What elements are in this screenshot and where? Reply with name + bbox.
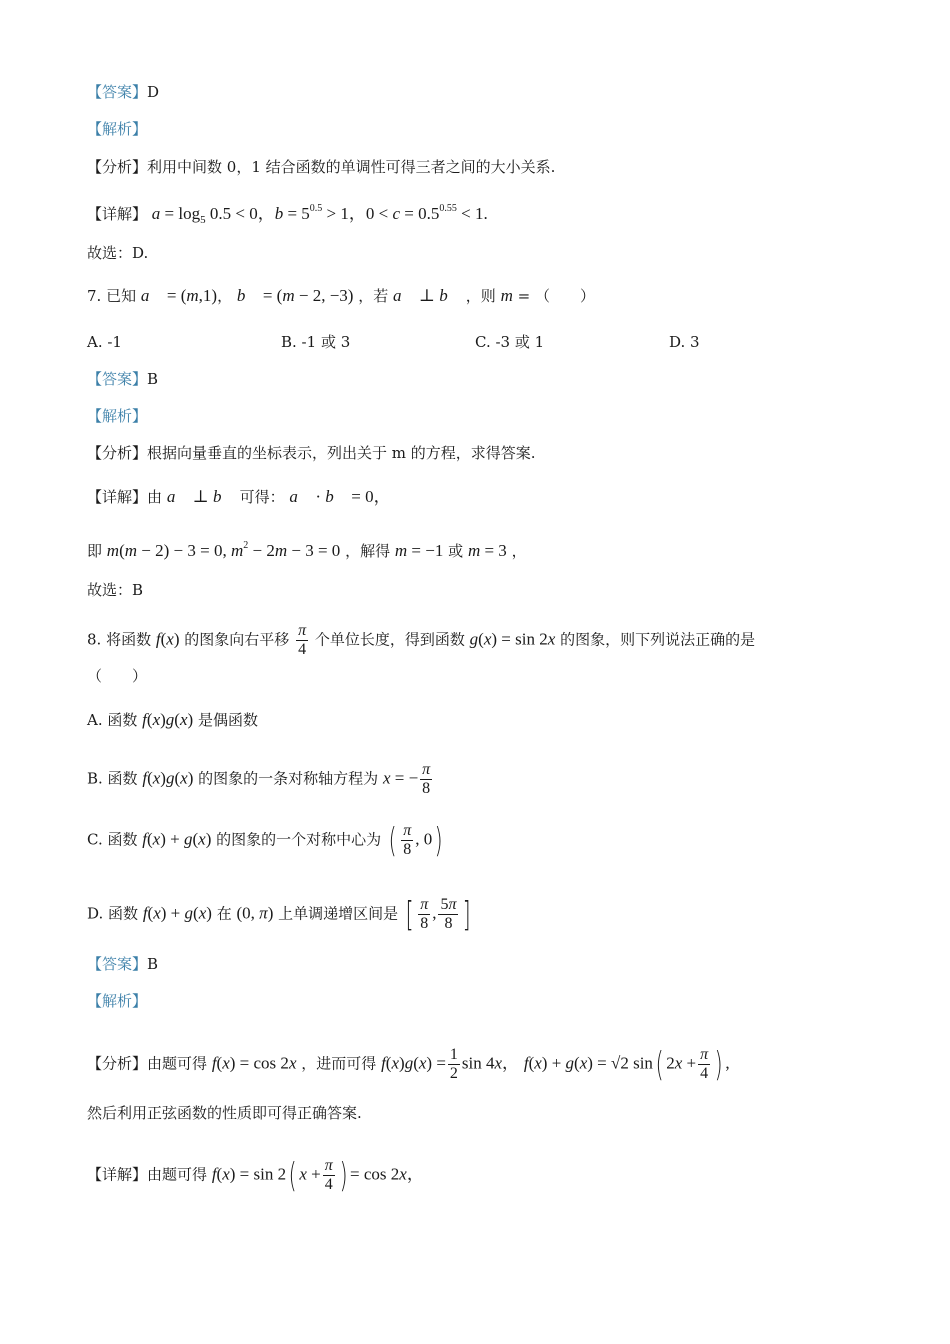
math-expression: f(x) = sin 2 — [211, 1164, 287, 1184]
math-expression: x = − — [382, 768, 419, 788]
math-expression: f(x) + g(x) — [142, 829, 212, 849]
math-expression: a⃗ = (m,1) — [140, 286, 218, 305]
math-fraction: $\frac{\pi}{4}$ — [324, 1157, 333, 1193]
math-expression: (0, π) — [236, 903, 274, 923]
option-label: C. 函数 — [87, 830, 138, 849]
math-expression: f(x) + g(x) — [142, 903, 212, 923]
detail-text: 即 — [87, 542, 103, 560]
q7-analysis-line — [87, 406, 147, 426]
detail-text: 可得： — [239, 488, 285, 506]
q7-conclusion — [87, 580, 143, 600]
stem-text: ，则 — [465, 287, 496, 305]
math-fraction: $\frac{\pi}{4}$ — [700, 1046, 709, 1082]
q7-option-d: D. 3 — [669, 333, 700, 351]
q7-fenxi-line — [87, 443, 536, 463]
analysis-tag: 【解析】 — [87, 120, 148, 138]
stem-text: 的图象向右平移 — [184, 630, 290, 649]
q8-option-c: C. 函数 f(x) + g(x) 的图象的一个对称中心为 ( $\frac{\pi}{8}$ , 0) — [87, 820, 443, 861]
q7-option-b: B. -1 或 3 — [281, 333, 351, 351]
math-fraction: $\frac{\pi}{4}$ — [298, 622, 307, 658]
stem-text: 的图象，则下列说法正确的是 — [560, 630, 756, 649]
q8-detail-line: 【详解】由题可得 f(x) = sin 2( x + $\frac{\pi}{4}$ ) = cos 2x， — [87, 1155, 424, 1196]
math-expression: f(x)g(x) — [142, 768, 194, 788]
q8-option-b — [87, 761, 434, 798]
math-expression: m — [500, 286, 513, 305]
fenxi-text: 利用中间数 0，1 结合函数的单调性可得三者之间的大小关系. — [147, 158, 556, 176]
q7-solve-line: 即 m(m − 2) − 3 = 0, $m^2 - 2m - 3 = 0$ ，解得 m = −1 或 m = 3 ， — [87, 540, 527, 560]
conclusion-text: 故选：D. — [87, 244, 149, 262]
math-expression: m = −1 — [394, 541, 444, 560]
fenxi-text: 根据向量垂直的坐标表示，列出关于 m 的方程，求得答案. — [147, 444, 536, 462]
stem-paren: （ ） — [534, 287, 595, 305]
q8-stem-paren: （ ） — [87, 667, 148, 685]
detail-tag: 【详解】 — [87, 1165, 148, 1184]
q8-option-a — [87, 710, 258, 730]
q6-conclusion — [87, 243, 148, 263]
q7-option-c: C. -3 或 1 — [475, 333, 545, 351]
math-fraction: $\frac{\pi}{8}$ — [422, 761, 431, 797]
stem-text: 个单位长度，得到函数 — [314, 630, 465, 649]
stem-text: ，若 — [358, 287, 389, 305]
answer-tag: 【答案】 — [87, 83, 148, 101]
detail-text: ，解得 — [345, 542, 391, 560]
detail-text: 或 — [448, 542, 464, 560]
answer-tag: 【答案】 — [87, 370, 148, 388]
math-expression: b⃗ = (m − 2, −3) — [236, 286, 354, 305]
math-expression: m = 3 — [467, 541, 507, 560]
math-expression: m(m − 2) − 3 = 0, $m^2 - 2m - 3 = 0$ — [106, 540, 341, 560]
option-text: 是偶函数 — [197, 711, 258, 729]
stem-text: 7. 已知 — [87, 287, 137, 305]
q7-answer-line — [87, 369, 158, 389]
answer-value: B — [147, 955, 159, 973]
math-fraction: $\frac{\pi}{8}$ — [420, 896, 429, 932]
fenxi-tag: 【分析】 — [87, 1054, 148, 1073]
math-fraction: $\frac{\pi}{8}$ — [403, 822, 412, 858]
detail-tag: 【详解】 — [87, 205, 148, 223]
q6-analysis-line — [87, 119, 147, 139]
stem-text: 8. 将函数 — [87, 630, 152, 649]
q7-detail-line — [87, 487, 391, 507]
conclusion-text: 故选：B — [87, 581, 144, 599]
math-fraction: $\frac{5\pi}{8}$ — [440, 896, 457, 932]
math-expression: f(x)g(x) = — [381, 1053, 446, 1073]
math-expression: a⃗ · b⃗ = 0， — [289, 487, 391, 506]
detail-tag: 【详解】 — [87, 488, 148, 506]
math-fraction: $\frac{1}{2}$ — [449, 1046, 458, 1082]
option-text: 的图象的一条对称轴方程为 — [198, 769, 379, 788]
option-text: 在 — [216, 904, 232, 923]
analysis-tag: 【解析】 — [87, 992, 148, 1010]
math-expression: f(x) — [155, 629, 180, 649]
fenxi-text: 由题可得 — [147, 1054, 208, 1073]
q8-fenxi-line: 【分析】由题可得 f(x) = cos 2x ，进而可得 f(x)g(x) = $\frac{1}{2}$ sin 4x， f(x) + g(x) = √2 sin( 2x + $\frac{\pi}{4}$ ) , — [87, 1044, 730, 1085]
answer-value: D — [147, 83, 160, 101]
q6-detail-line — [87, 199, 488, 230]
math-expression: f(x)g(x) — [142, 710, 194, 729]
q7-option-a: A. -1 — [87, 333, 122, 351]
option-text: 上单调递增区间是 — [278, 904, 399, 923]
option-label: A. 函数 — [87, 711, 138, 729]
math-expression: f(x) = cos 2x — [211, 1053, 297, 1073]
option-label: D. 函数 — [87, 904, 139, 923]
math-expression: a⃗ ⊥ b⃗ — [166, 487, 235, 506]
detail-text: 由 — [147, 488, 163, 506]
detail-text: 由题可得 — [147, 1165, 208, 1184]
math-expression: $a = \log_5 0.5 < 0$，$b = 5^{0.5} > 1$，$0 < c = 0.5^{0.55} < 1$. — [151, 203, 488, 226]
answer-value: B — [147, 370, 159, 388]
q7-stem: 7. 已知 a⃗ = (m,1)， b⃗ = (m − 2, −3) ，若 a⃗ ⊥ b⃗ ，则 m = （ ） — [87, 286, 595, 305]
q8-option-d: D. 函数 f(x) + g(x) 在 (0, π) 上单调递增区间是 [ $\frac{\pi}{8}$ , $\frac{5\pi}{8}$ ] — [87, 894, 472, 935]
fenxi-tag: 【分析】 — [87, 444, 148, 462]
q8-answer-line — [87, 954, 158, 974]
q6-fenxi-line — [87, 157, 555, 177]
fenxi-text: ，进而可得 — [301, 1054, 377, 1073]
q8-fenxi-line2: 然后利用正弦函数的性质即可得正确答案. — [87, 1104, 362, 1122]
fenxi-tag: 【分析】 — [87, 158, 148, 176]
option-label: B. 函数 — [87, 769, 138, 788]
answer-tag: 【答案】 — [87, 955, 148, 973]
q6-answer-line — [87, 82, 159, 102]
math-expression: g(x) = sin 2x — [469, 629, 556, 649]
math-expression: f(x) + g(x) = √2 sin — [523, 1053, 653, 1073]
q8-stem — [87, 622, 755, 659]
analysis-tag: 【解析】 — [87, 407, 148, 425]
option-text: 的图象的一个对称中心为 — [216, 830, 382, 849]
q8-analysis-line — [87, 991, 147, 1011]
math-expression: a⃗ ⊥ b⃗ — [393, 286, 462, 305]
